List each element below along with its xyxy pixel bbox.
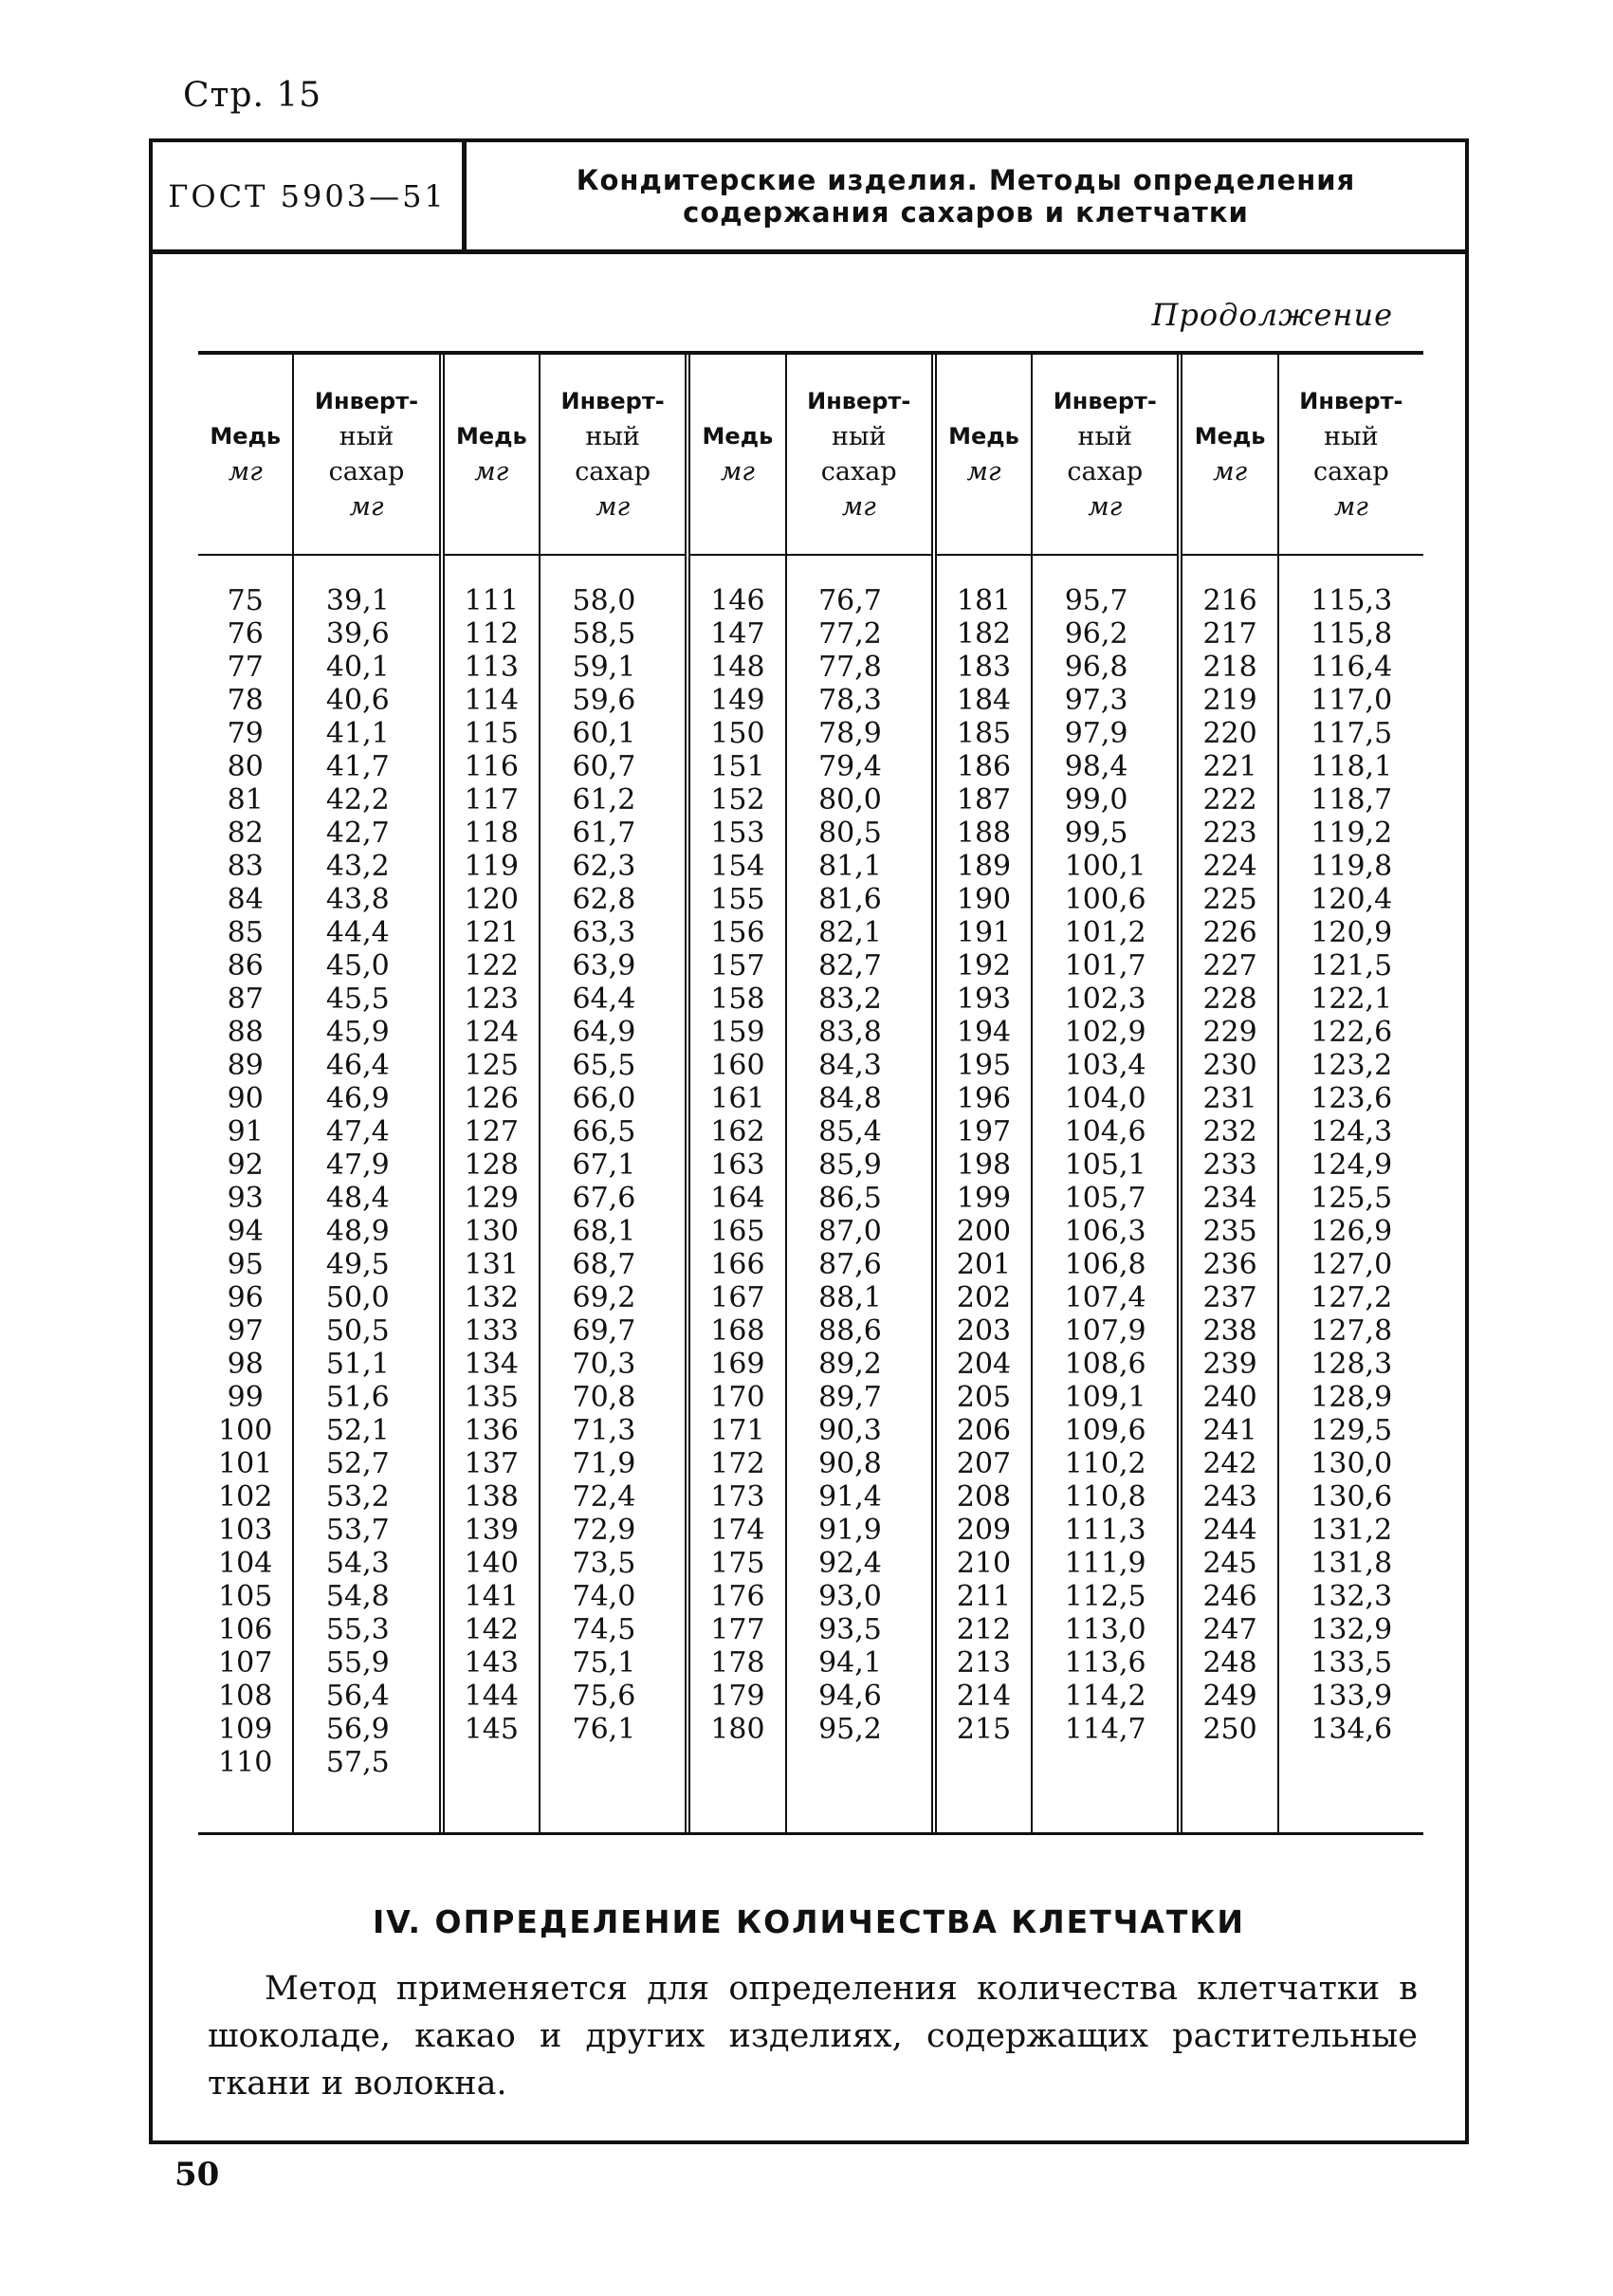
sugar-values: 115,3 115,8 116,4 117,0 117,5 118,1 118,7 119,2 119,8 120,4 120,9 121,5 122,1 122,6 123,2 123,6 124,3 124,9 125,5 126,9 127,0 127,2 127,8 128,3 128,9 129,5 130,0 130,6 131,2 131,8 132,3 132,9 133,5 133,9 134,6	[1311, 584, 1393, 1746]
continued-label: Продолжение	[1151, 297, 1393, 333]
sugar-header-line-1: Инверт-	[1299, 388, 1403, 414]
copper-header-unit: мг	[966, 457, 1001, 487]
sugar-column	[1279, 355, 1423, 1832]
sugar-values: 95,7 96,2 96,8 97,3 97,9 98,4 99,0 99,5 100,1 100,6 101,2 101,7 102,3 102,9 103,4 104,0 104,6 105,1 105,7 106,3 106,8 107,4 107,9 108,6 109,1 109,6 110,2 110,8 111,3 111,9 112,5 113,0 113,6 114,2 114,7	[1064, 584, 1146, 1746]
copper-column	[690, 355, 786, 1832]
table-column-group	[1177, 355, 1423, 1832]
sugar-header-unit: мг	[596, 492, 631, 522]
table-column-group	[685, 355, 931, 1832]
section-paragraph: Метод применяется для определения количества клетчатки в шоколаде, какао и других изделиях, содержащих растительные ткани и волокна.	[208, 1970, 1418, 2103]
sugar-header-unit: мг	[1088, 492, 1123, 522]
sugar-header-line-2: ный	[831, 422, 887, 451]
page-number: 50	[174, 2156, 220, 2194]
sugar-header-line-2: ный	[1077, 422, 1133, 451]
copper-header-unit: мг	[228, 457, 263, 487]
sugar-values: 76,7 77,2 77,8 78,3 78,9 79,4 80,0 80,5 81,1 81,6 82,1 82,7 83,2 83,8 84,3 84,8 85,4 85,9 86,5 87,0 87,6 88,1 88,6 89,2 89,7 90,3 90,8 91,4 91,9 92,4 93,0 93,5 94,1 94,6 95,2	[818, 584, 882, 1746]
copper-column	[1182, 355, 1278, 1832]
sugar-header-unit: мг	[1333, 492, 1368, 522]
copper-values: 75 76 77 78 79 80 81 82 83 84 85 86 87 88 89 90 91 92 93 94 95 96 97 98 99 100 101 102 103 104 105 106 107 108 109 110	[218, 584, 273, 1779]
standard-number: ГОСТ 5903—51	[153, 142, 467, 249]
sugar-values: 58,0 58,5 59,1 59,6 60,1 60,7 61,2 61,7 62,3 62,8 63,3 63,9 64,4 64,9 65,5 66,0 66,5 67,1 67,6 68,1 68,7 69,2 69,7 70,3 70,8 71,3 71,9 72,4 72,9 73,5 74,0 74,5 75,1 75,6 76,1	[572, 584, 636, 1746]
sugar-header-line-2: ный	[585, 422, 640, 451]
sugar-header-line-3: сахар	[575, 457, 651, 487]
copper-header	[198, 355, 292, 556]
sugar-header	[541, 355, 685, 556]
sugar-header-line-3: сахар	[1067, 457, 1144, 487]
sugar-header-line-3: сахар	[820, 457, 897, 487]
sugar-header-line-3: сахар	[1312, 457, 1389, 487]
copper-header	[937, 355, 1031, 556]
copper-values: 216 217 218 219 220 221 222 223 224 225 226 227 228 229 230 231 232 233 234 235 236 237 238 239 240 241 242 243 244 245 246 247 248 249 250	[1202, 584, 1257, 1746]
table-column-group	[198, 355, 439, 1832]
sugar-header-line-1: Инверт-	[314, 388, 419, 414]
sugar-header-line-2: ный	[339, 422, 394, 451]
sugar-column	[787, 355, 931, 1832]
sugar-header	[1279, 355, 1423, 556]
sugar-header	[1033, 355, 1177, 556]
document-subject	[467, 142, 1465, 249]
document-header	[153, 142, 1465, 254]
copper-values: 111 112 113 114 115 116 117 118 119 120 121 122 123 124 125 126 127 128 129 130 131 132 133 134 135 136 137 138 139 140 141 142 143 144 145	[464, 584, 519, 1746]
page-frame	[149, 138, 1469, 2144]
table-column-group	[439, 355, 686, 1832]
copper-header-name: Медь	[702, 423, 774, 450]
sugar-column	[541, 355, 685, 1832]
sugar-column	[294, 355, 438, 1832]
copper-header-unit: мг	[1213, 457, 1248, 487]
sugar-header-unit: мг	[841, 492, 876, 522]
sugar-header	[787, 355, 931, 556]
sugar-header	[294, 355, 438, 556]
section-title: IV. ОПРЕДЕЛЕНИЕ КОЛИЧЕСТВА КЛЕТЧАТКИ	[372, 1903, 1246, 1940]
copper-column	[198, 355, 294, 1832]
copper-header-name: Медь	[1194, 423, 1266, 450]
sugar-values: 39,1 39,6 40,1 40,6 41,1 41,7 42,2 42,7 43,2 43,8 44,4 45,0 45,5 45,9 46,4 46,9 47,4 47,9 48,4 48,9 49,5 50,0 50,5 51,1 51,6 52,1 52,7 53,2 53,7 54,3 54,8 55,3 55,9 56,4 56,9 57,5	[325, 584, 390, 1779]
sugar-header-line-1: Инверт-	[560, 388, 665, 414]
subject-line-1: Кондитерские изделия. Методы определения	[576, 163, 1356, 196]
sugar-header-line-1: Инверт-	[1053, 388, 1157, 414]
copper-header-unit: мг	[474, 457, 509, 487]
table-column-group	[931, 355, 1178, 1832]
copper-header-name: Медь	[948, 423, 1019, 450]
sugar-header-line-1: Инверт-	[807, 388, 911, 414]
copper-header-name: Медь	[210, 423, 282, 450]
copper-header-unit: мг	[720, 457, 755, 487]
subject-line-2: содержания сахаров и клетчатки	[683, 195, 1249, 229]
sugar-header-line-3: сахар	[328, 457, 405, 487]
copper-header-name: Медь	[455, 423, 527, 450]
sugar-header-line-2: ный	[1324, 422, 1379, 451]
copper-header	[690, 355, 784, 556]
sugar-column	[1033, 355, 1177, 1832]
copper-values: 146 147 148 149 150 151 152 153 154 155 156 157 158 159 160 161 162 163 164 165 166 167 168 169 170 171 172 173 174 175 176 177 178 179 180	[710, 584, 765, 1746]
section-body	[208, 1965, 1418, 2107]
copper-sugar-table	[198, 351, 1423, 1835]
page-label: Стр. 15	[183, 76, 322, 115]
copper-column	[445, 355, 541, 1832]
copper-header	[445, 355, 539, 556]
copper-header	[1182, 355, 1276, 556]
copper-values: 181 182 183 184 185 186 187 188 189 190 191 192 193 194 195 196 197 198 199 200 201 202 203 204 205 206 207 208 209 210 211 212 213 214 215	[956, 584, 1012, 1746]
copper-column	[937, 355, 1033, 1832]
sugar-header-unit: мг	[349, 492, 384, 522]
